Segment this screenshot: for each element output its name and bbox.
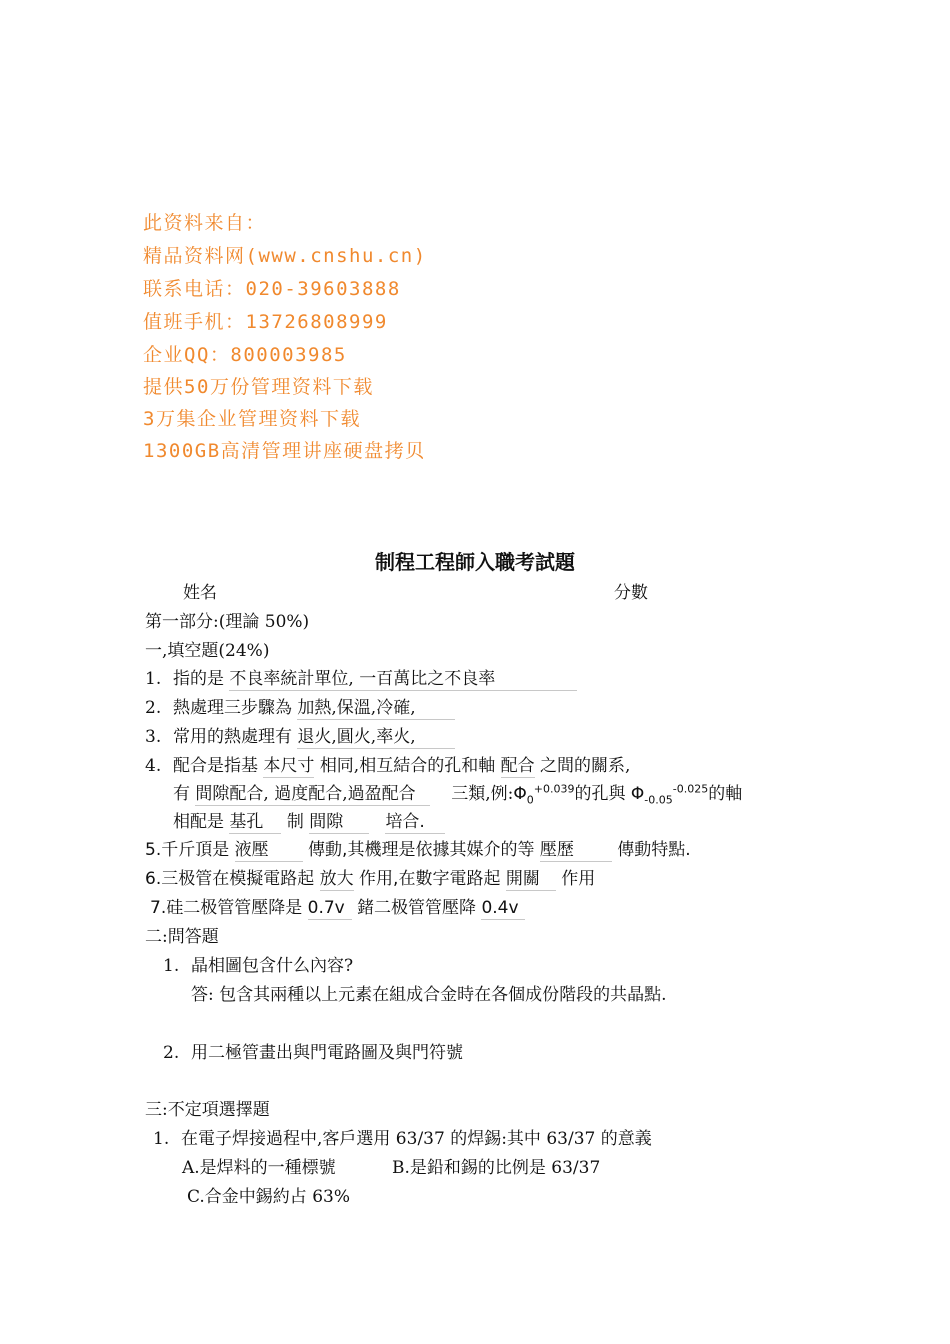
ad-line: 精品资料网(www.cnshu.cn): [143, 245, 427, 267]
question-text: 相配是: [173, 812, 224, 832]
answer-blank: 液壓: [235, 835, 303, 862]
question-4-line-2: [173, 779, 742, 806]
mc-question-1: [153, 1124, 652, 1149]
question-text: 在電子焊接過程中,客戶選用 63/37 的焊錫:其中 63/37 的意義: [181, 1129, 652, 1149]
answer-blank: 基孔: [229, 807, 281, 834]
qa-question-1: [163, 951, 353, 976]
ad-line: 值班手机：13726808999: [143, 311, 388, 333]
answer-blank: 配合: [501, 751, 535, 778]
answer-blank: 培合.: [385, 807, 445, 834]
mc-option-b: B.是鉛和錫的比例是 63/37: [392, 1158, 601, 1178]
question-3: [145, 722, 455, 749]
question-text: 制: [286, 812, 304, 832]
question-text: 的軸: [708, 784, 743, 804]
question-number: 2.: [145, 698, 162, 718]
question-4-line-3: [173, 807, 445, 834]
question-4: [145, 751, 630, 778]
question-text: 有: [173, 784, 190, 804]
question-text: 作用,在數字電路起: [359, 869, 501, 889]
answer-blank: 0.4v: [481, 898, 525, 920]
question-text: 鍺二极管管壓降: [357, 898, 477, 918]
answer-blank: 0.7v: [308, 898, 352, 920]
question-5: [145, 835, 691, 862]
question-text: 的孔與: [574, 784, 626, 804]
answer-blank: 開關: [506, 864, 556, 891]
answer-blank: 放大: [320, 864, 354, 891]
answer-blank: 間隙: [309, 807, 369, 834]
question-text: 6.三极管在模擬電路起: [145, 869, 315, 889]
question-number: 2.: [163, 1043, 180, 1063]
tolerance-subscript: -0.05: [644, 793, 673, 807]
tolerance-superscript: -0.025: [672, 782, 709, 796]
answer-blank: 間隙配合: [195, 779, 263, 806]
ad-line: 企业QQ：800003985: [143, 344, 347, 366]
ad-line: 1300GB高清管理讲座硬盘拷贝: [143, 440, 426, 462]
tolerance-subscript: 0: [526, 793, 534, 807]
section-heading: 一,填空題(24%): [145, 641, 270, 661]
mc-option-c: C.合金中錫約占 63%: [187, 1187, 350, 1207]
answer-blank: 壓歷: [540, 835, 612, 862]
score-label: 分數: [614, 583, 648, 603]
question-text: 晶相圖包含什么內容?: [191, 956, 354, 976]
ad-line: 联系电话：020-39603888: [143, 278, 401, 300]
question-6: [145, 864, 595, 891]
answer-blank: 過盈配合: [348, 779, 430, 806]
phi-symbol: Φ: [513, 784, 527, 804]
question-number: 3.: [145, 727, 162, 747]
question-number: 4.: [145, 756, 162, 776]
question-text: 傳動特點.: [617, 840, 691, 860]
question-7: [150, 893, 525, 920]
answer-blank: 本尺寸: [263, 751, 314, 778]
question-1: [145, 664, 577, 691]
answer-blank: , 過度配合,: [263, 779, 347, 806]
question-text: 用二極管畫出與門電路圖及與門符號: [191, 1043, 463, 1063]
qa-question-2: [163, 1038, 463, 1063]
question-text: 之間的關系,: [540, 756, 631, 776]
ad-line: 提供50万份管理资料下载: [143, 376, 374, 398]
part-heading: 第一部分:(理論 50%): [145, 612, 310, 632]
answer-blank: 不良率統計單位, 一百萬比之不良率: [229, 664, 577, 691]
question-text: 三類,例:: [451, 784, 514, 804]
exam-title: 制程工程師入職考試題: [375, 550, 575, 574]
question-number: 1.: [145, 669, 162, 689]
question-number: 1.: [153, 1129, 170, 1149]
qa-answer-1: 答: 包含其兩種以上元素在組成合金時在各個成份階段的共晶點.: [191, 985, 667, 1005]
question-text: 配合是指基: [173, 756, 258, 776]
question-2: [145, 693, 455, 720]
ad-line: 3万集企业管理资料下载: [143, 408, 361, 430]
question-text: 7.硅二极管管壓降是: [150, 898, 303, 918]
answer-blank: 退火,圓火,率火,: [297, 722, 455, 749]
section-heading: 三:不定項選擇題: [145, 1100, 270, 1120]
tolerance-superscript: +0.039: [533, 782, 575, 796]
phi-symbol: Φ: [630, 784, 645, 804]
ad-line: 此资料来自：: [143, 212, 267, 234]
question-text: 5.千斤頂是: [145, 840, 230, 860]
question-text: 傳動,其機理是依據其媒介的等: [308, 840, 535, 860]
section-heading: 二:問答題: [145, 927, 219, 947]
mc-option-a: A.是焊料的一種標號: [182, 1158, 336, 1178]
name-label: 姓名: [183, 583, 217, 603]
question-number: 1.: [163, 956, 180, 976]
question-text: 相同,相互結合的孔和軸: [319, 756, 496, 776]
answer-blank: 加熱,保溫,冷確,: [297, 693, 455, 720]
question-text: 熱處理三步驟為: [173, 698, 292, 718]
question-text: 作用: [561, 869, 596, 889]
question-text: 常用的熱處理有: [173, 727, 292, 747]
question-text: 指的是: [173, 669, 224, 689]
